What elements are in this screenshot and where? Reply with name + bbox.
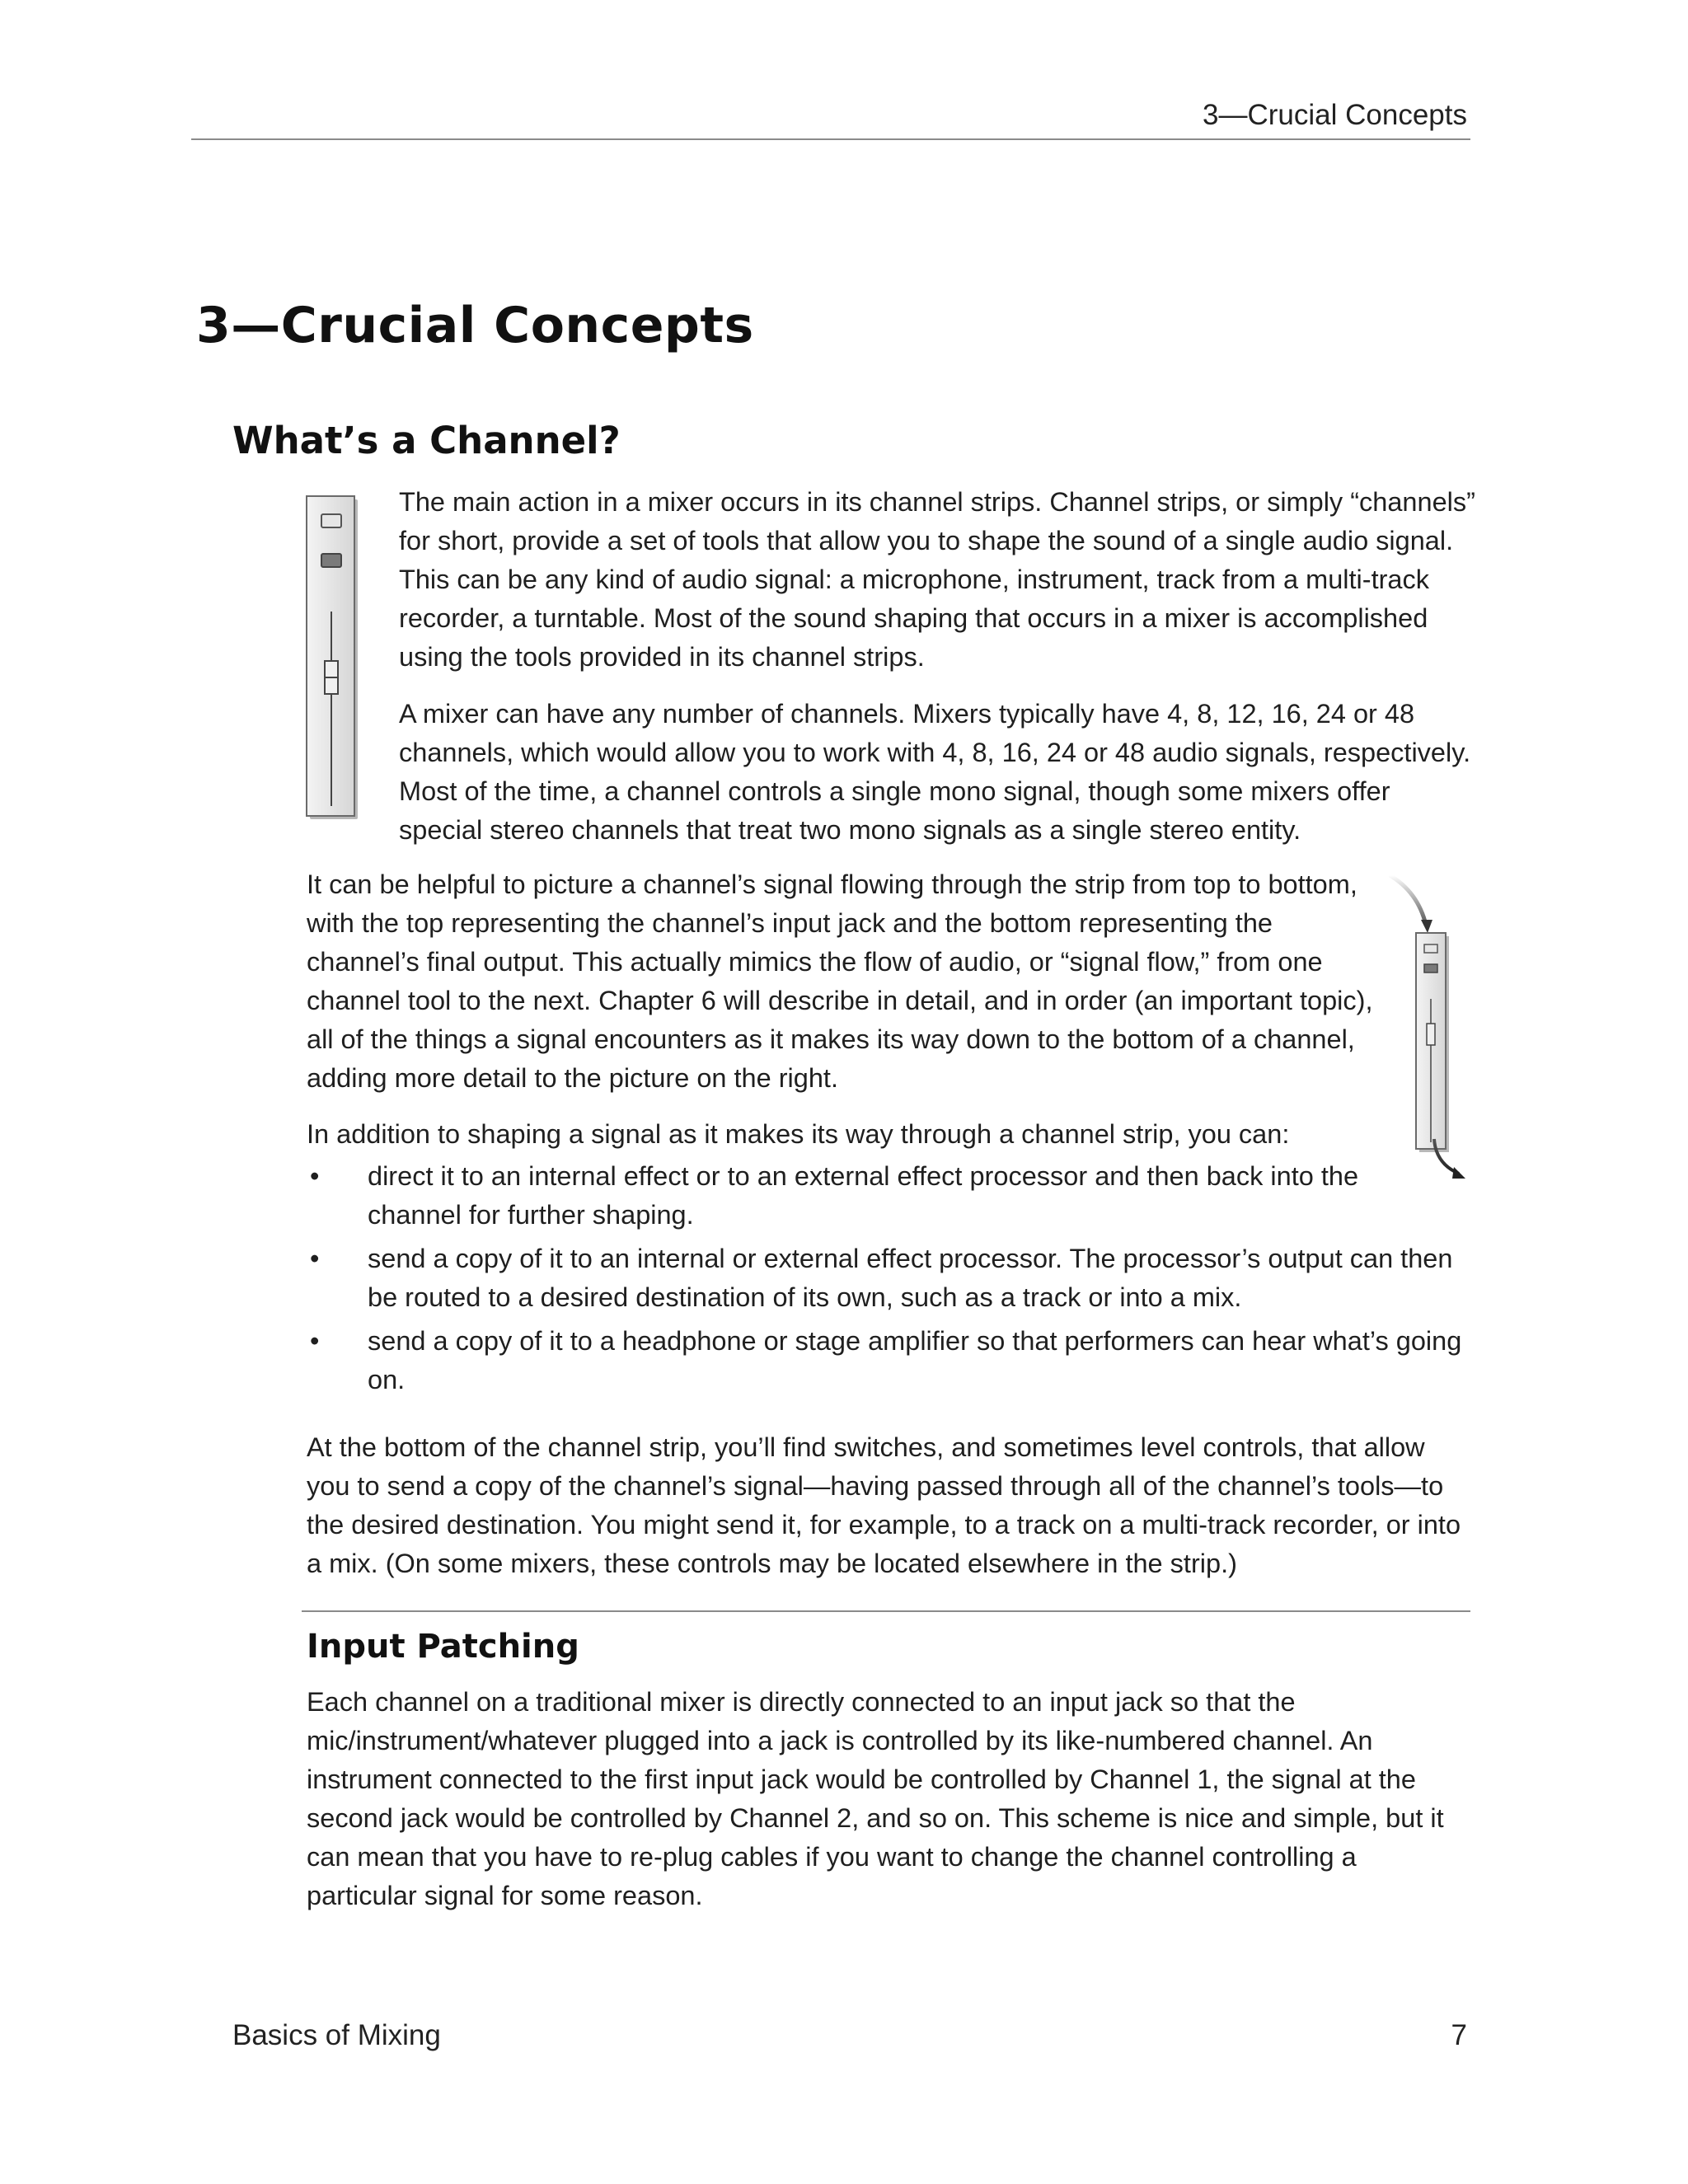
bullet-icon: • <box>310 1161 320 1191</box>
channel-strip-icon <box>305 496 363 826</box>
list-item <box>307 1322 1477 1399</box>
footer-book-title: Basics of Mixing <box>232 2019 441 2051</box>
list-item-text: send a copy of it to an internal or external effect processor. The processor’s output can then be routed to a desired destination of its own, such as a track or into a mix. <box>368 1244 1453 1312</box>
channel-output-paragraph: At the bottom of the channel strip, you’ll find switches, and sometimes level controls, that allow you to send a copy of the channel’s signal—having passed through all of the channel’s tools—to the desired destination. You might send it, for example, to a track on a multi-track recorder, or into a mix. (On some mixers, these controls may be located elsewhere in the strip.) <box>307 1432 1461 1578</box>
page-number: 7 <box>1451 2019 1467 2051</box>
bullet-icon: • <box>310 1244 320 1273</box>
chapter-title: 3—Crucial Concepts <box>196 297 754 354</box>
list-item <box>307 1240 1477 1317</box>
input-patching-paragraph: Each channel on a traditional mixer is directly connected to an input jack so that the mic/instrument/whatever plugged into a jack is controlled by its like-numbered channel. An instrument connected to the first input jack would be controlled by Channel 1, the signal at the second jack would be controlled by Channel 2, and so on. This scheme is nice and simple, but it can mean that you have to re-plug cables if you want to change the channel controlling a particular signal for some reason. <box>307 1687 1444 1910</box>
additional-uses-paragraph: In addition to shaping a signal as it makes its way through a channel strip, you can: <box>307 1119 1290 1149</box>
bullet-icon: • <box>310 1326 320 1356</box>
list-item-text: direct it to an internal effect or to an external effect processor and then back into the channel for further shaping. <box>368 1161 1359 1230</box>
intro-paragraph: The main action in a mixer occurs in its channel strips. Channel strips, or simply “channels” for short, provide a set of tools that allow you to shape the sound of a single audio signal. This can be any kind of audio signal: a microphone, instrument, track from a multi-track recorder, a turntable. Most of the sound shaping that occurs in a mixer is accomplished using the tools provided in its channel strips. <box>399 487 1475 672</box>
header-rule <box>191 138 1470 140</box>
list-item-text: send a copy of it to a headphone or stage amplifier so that performers can hear what’s going on. <box>368 1326 1462 1394</box>
list-item <box>307 1157 1414 1235</box>
section-title: What’s a Channel? <box>232 419 621 462</box>
uses-bullet-list <box>307 1157 1477 1404</box>
subsection-title: Input Patching <box>307 1628 579 1666</box>
section-divider <box>302 1610 1470 1612</box>
signal-flow-arrow-icon <box>1385 867 1475 1180</box>
running-head: 3—Crucial Concepts <box>1203 99 1467 131</box>
signal-flow-paragraph: It can be helpful to picture a channel’s signal flowing through the strip from top to bottom, with the top representing the channel’s input jack and the bottom representing the channel’s final output. This actually mimics the flow of audio, or “signal flow,” from one channel tool to the next. Chapter 6 will describe in detail, and in order (an important topic), all of the things a signal encounters as it makes its way down to the bottom of a channel, adding more detail to the picture on the right. <box>307 869 1373 1093</box>
channels-count-paragraph: A mixer can have any number of channels. Mixers typically have 4, 8, 12, 16, 24 or 48 channels, which would allow you to work with 4, 8, 16, 24 or 48 audio signals, respectively. Most of the time, a channel controls a single mono signal, though some mixers offer special stereo channels that treat two mono signals as a single stereo entity. <box>399 699 1471 845</box>
